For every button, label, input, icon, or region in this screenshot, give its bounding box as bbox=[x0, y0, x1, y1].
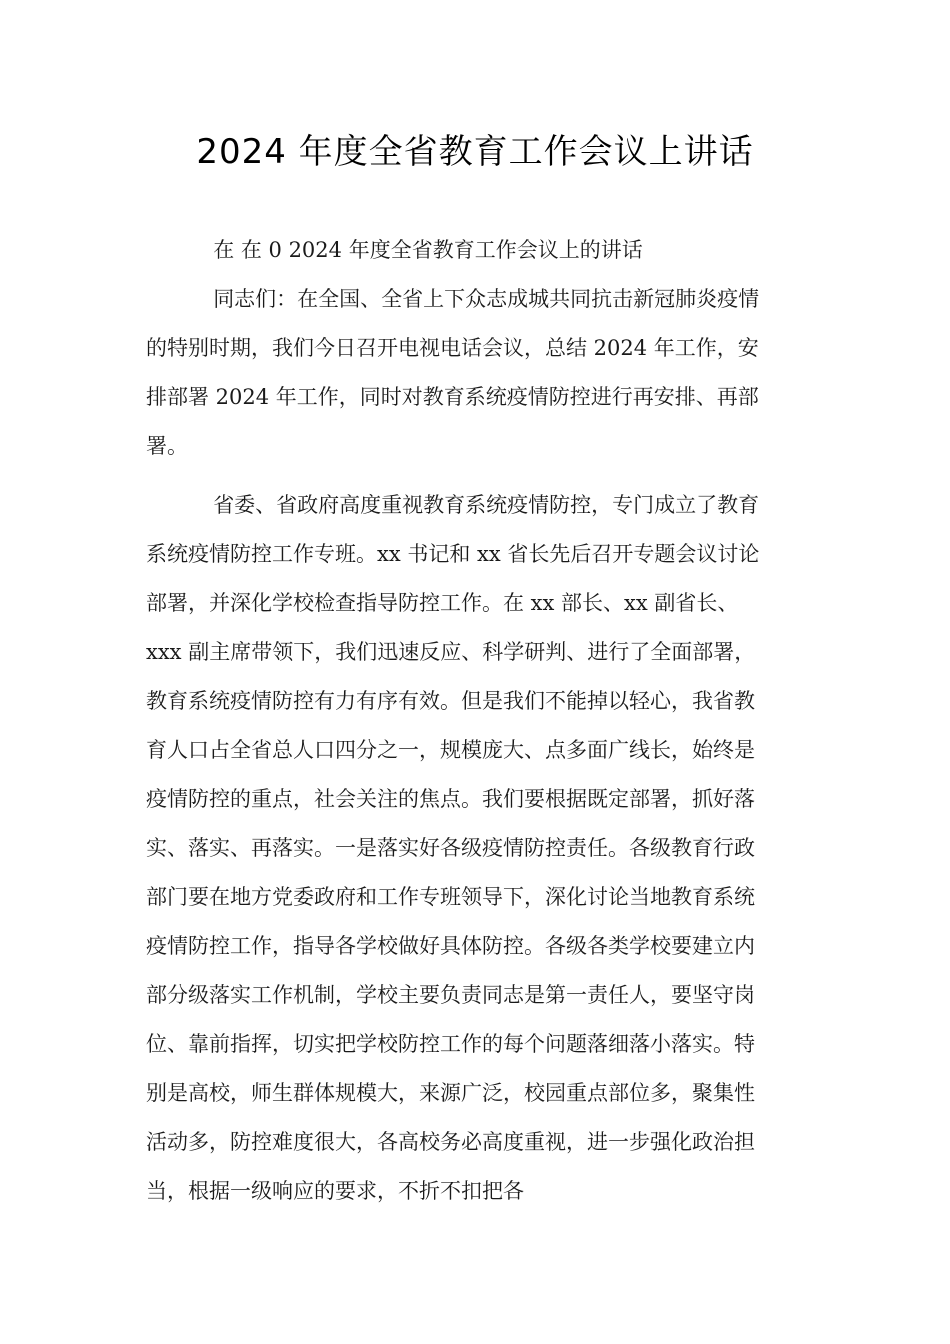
paragraph-line: 部署，并深化学校检查指导防控工作。在 xx 部长、xx 副省长、 bbox=[146, 591, 739, 615]
paragraph-line: 疫情防控的重点，社会关注的焦点。我们要根据既定部署，抓好落 bbox=[146, 787, 755, 811]
paragraph-line: 当，根据一级响应的要求，不折不扣把各 bbox=[146, 1179, 524, 1203]
paragraph-line: 的特别时期，我们今日召开电视电话会议，总结 2024 年工作，安 bbox=[146, 336, 759, 360]
paragraph-line: 实、落实、再落实。一是落实好各级疫情防控责任。各级教育行政 bbox=[146, 836, 755, 860]
paragraph-line: 系统疫情防控工作专班。xx 书记和 xx 省长先后召开专题会议讨论 bbox=[146, 542, 760, 566]
document-title: 2024 年度全省教育工作会议上讲话 bbox=[196, 132, 754, 172]
paragraph-2 bbox=[146, 481, 812, 1216]
paragraph-line: xxx 副主席带领下，我们迅速反应、科学研判、进行了全面部署， bbox=[146, 640, 756, 664]
paragraph-line: 别是高校，师生群体规模大，来源广泛，校园重点部位多，聚集性 bbox=[146, 1081, 755, 1105]
paragraph-line: 位、靠前指挥，切实把学校防控工作的每个问题落细落小落实。特 bbox=[146, 1032, 755, 1056]
paragraph-line: 署。 bbox=[146, 434, 188, 458]
paragraph-line: 育人口占全省总人口四分之一，规模庞大、点多面广线长，始终是 bbox=[146, 738, 755, 762]
paragraph-line: 省委、省政府高度重视教育系统疫情防控，专门成立了教育 bbox=[213, 493, 760, 517]
paragraph-line: 活动多，防控难度很大，各高校务必高度重视，进一步强化政治担 bbox=[146, 1130, 755, 1154]
paragraph-line: 同志们：在全国、全省上下众志成城共同抗击新冠肺炎疫情 bbox=[213, 287, 760, 311]
speech-subtitle: 在 在 0 2024 年度全省教育工作会议上的讲话 bbox=[213, 238, 643, 262]
paragraph-line: 排部署 2024 年工作，同时对教育系统疫情防控进行再安排、再部 bbox=[146, 385, 759, 409]
paragraph-1 bbox=[146, 275, 812, 471]
document-body bbox=[146, 226, 812, 1216]
paragraph-line: 疫情防控工作，指导各学校做好具体防控。各级各类学校要建立内 bbox=[146, 934, 755, 958]
paragraph-line: 部门要在地方党委政府和工作专班领导下，深化讨论当地教育系统 bbox=[146, 885, 755, 909]
paragraph-line: 教育系统疫情防控有力有序有效。但是我们不能掉以轻心，我省教 bbox=[146, 689, 755, 713]
paragraph-line: 部分级落实工作机制，学校主要负责同志是第一责任人，要坚守岗 bbox=[146, 983, 755, 1007]
